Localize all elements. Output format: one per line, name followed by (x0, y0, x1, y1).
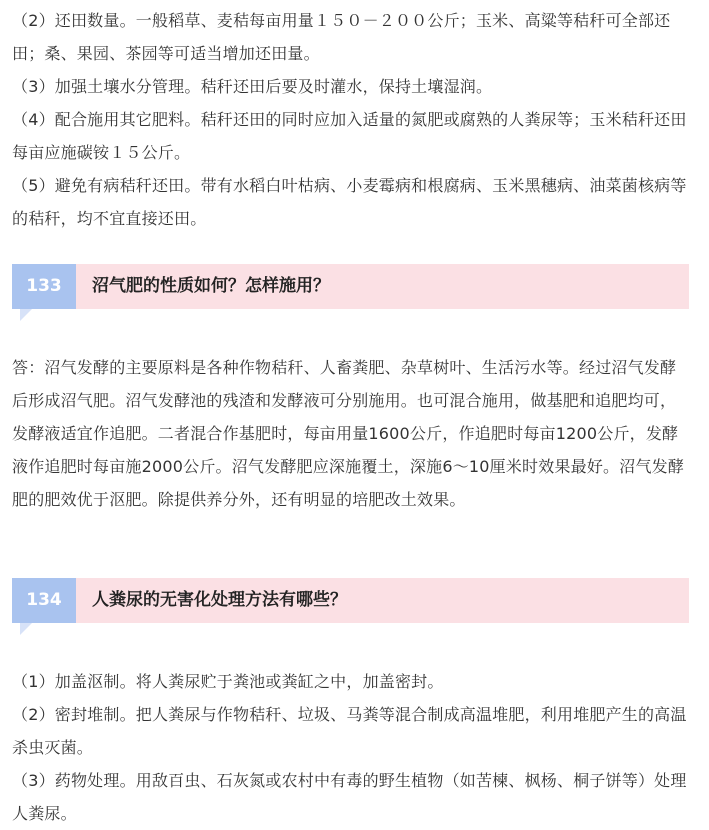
question-number-badge: 134 (12, 578, 76, 623)
paragraph-other-fertilizers: （4）配合施用其它肥料。秸秆还田的同时应加入适量的氮肥或腐熟的人粪尿等；玉米秸秆还田每亩应施碳铵１５公斤。 (12, 110, 687, 162)
badge-corner-triangle (20, 623, 32, 635)
paragraph-return-amount: （2）还田数量。一般稻草、麦秸每亩用量１５０－２００公斤；玉米、高粱等秸秆可全部还田；桑、果园、茶园等可适当增加还田量。 (12, 11, 671, 63)
question-title: 人粪尿的无害化处理方法有哪些？ (92, 590, 347, 610)
question-number-badge: 133 (12, 264, 76, 309)
badge-corner-triangle (20, 309, 32, 321)
paragraph-soil-moisture: （3）加强土壤水分管理。秸秆还田后要及时灌水，保持土壤湿润。 (12, 77, 493, 96)
question-header-134 (12, 578, 689, 638)
question-title: 沼气肥的性质如何？怎样施用？ (92, 276, 330, 296)
paragraph-diseased-straw: （5）避免有病秸秆还田。带有水稻白叶枯病、小麦霉病和根腐病、玉米黑穗病、油菜菌核病等的秸秆，均不宜直接还田。 (12, 176, 687, 228)
answer-134-method-1: （1）加盖沤制。将人粪尿贮于粪池或粪缸之中，加盖密封。 (12, 672, 444, 691)
answer-133: 答：沼气发酵的主要原料是各种作物秸秆、人畜粪肥、杂草树叶、生活污水等。经过沼气发酵后形成沼气肥。沼气发酵池的残渣和发酵液可分别施用。也可混合施用，做基肥和追肥均可，发酵液适宜作追肥。二者混合作基肥时，每亩用量1600公斤，作追肥时每亩1200公斤，发酵液作追肥时每亩施2000公斤。沼气发酵肥应深施覆土，深施6～10厘米时效果最好。沼气发酵肥的肥效优于沤肥。除提供养分外，还有明显的培肥改土效果。 (12, 358, 685, 509)
answer-134-method-2: （2）密封堆制。把人粪尿与作物秸秆、垃圾、马粪等混合制成高温堆肥，利用堆肥产生的高温杀虫灭菌。 (12, 705, 687, 757)
question-header-133 (12, 264, 689, 324)
answer-134-method-3: （3）药物处理。用敌百虫、石灰氮或农村中有毒的野生植物（如苦楝、枫杨、桐子饼等）处理人粪尿。 (12, 771, 687, 823)
